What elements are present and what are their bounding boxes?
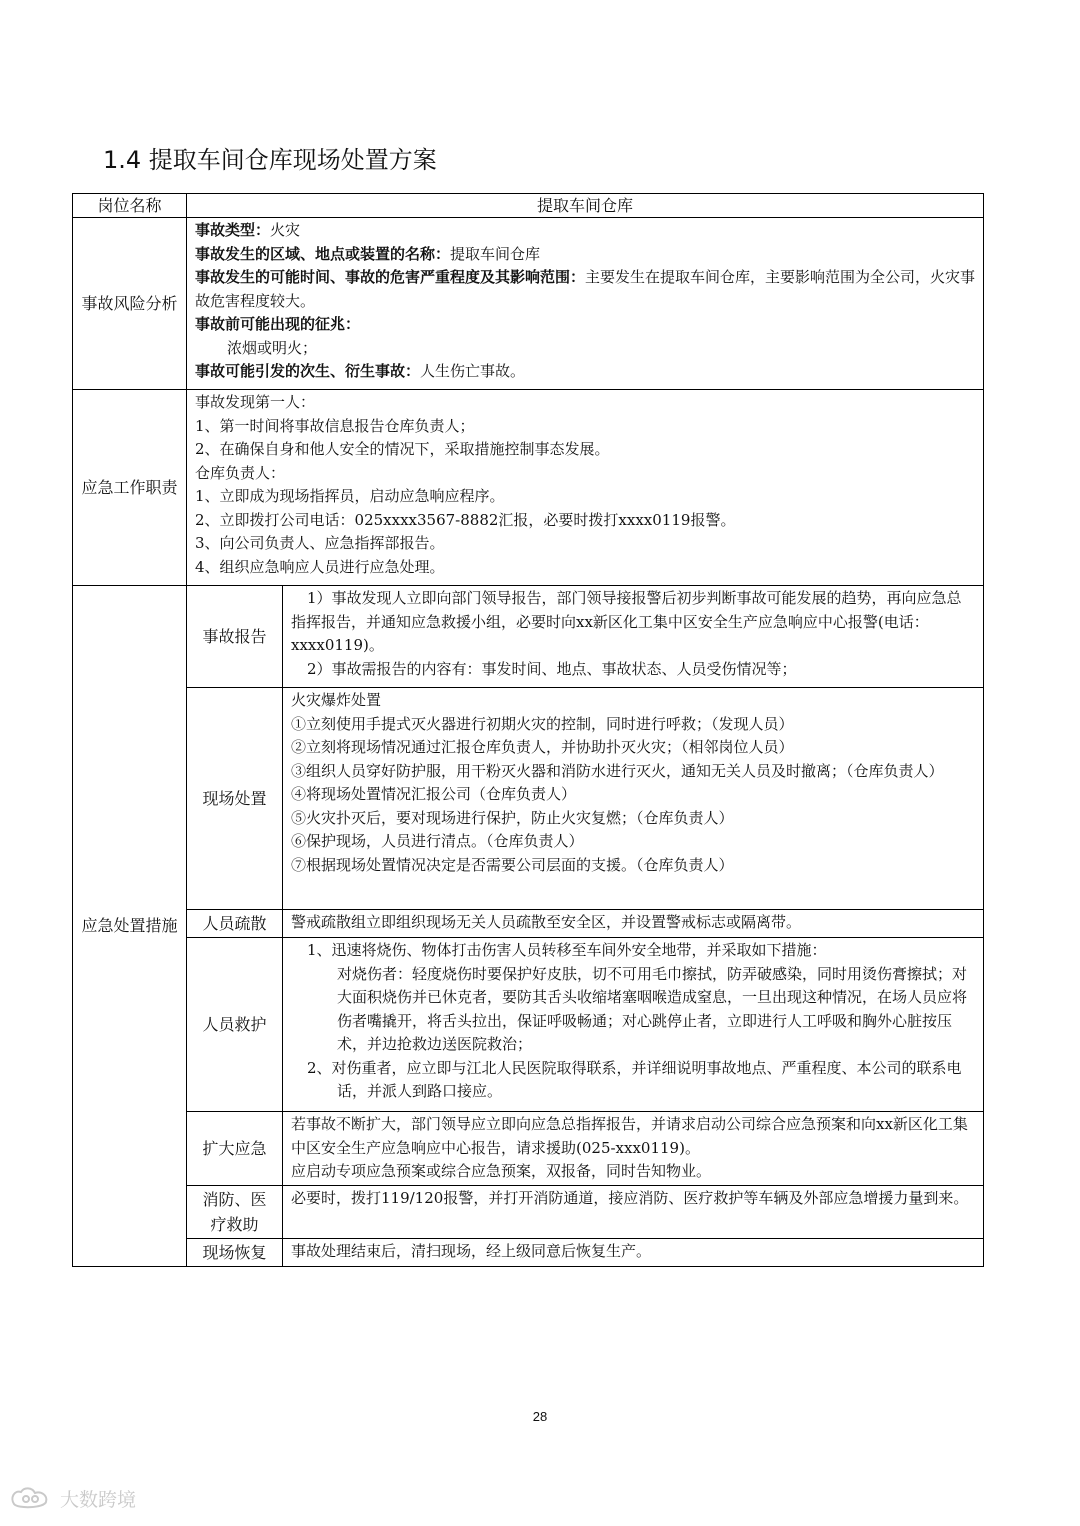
- report-content: [283, 586, 984, 688]
- duty-label: 应急工作职责: [73, 390, 187, 586]
- report-row: [73, 586, 984, 688]
- escalation-text: 若事故不断扩大，部门领导应立即向应急总指挥报告，并请求启动公司综合应急预案和向xx新区化工集中区安全生产应急响应中心报告，请求援助(025-xxx0119)。: [291, 1115, 968, 1157]
- secondary-value: 人生伤亡事故。: [420, 362, 526, 380]
- onsite-item: ⑤火灾扑灭后，要对现场进行保护，防止火灾复燃；（仓库负责人）: [291, 808, 734, 827]
- duty-line: 2、立即拨打公司电话：025xxxx3567-8882汇报，必要时拨打xxxx0119报警。: [195, 510, 736, 529]
- escalation-content: [283, 1112, 984, 1186]
- evacuation-row: [73, 910, 984, 938]
- onsite-item: ⑥保护现场，人员进行清点。（仓库负责人）: [291, 832, 584, 850]
- type-label: 事故类型：: [195, 221, 271, 239]
- duty-line: 1、立即成为现场指挥员，启动应急响应程序。: [195, 487, 505, 505]
- risk-content: [187, 218, 984, 390]
- onsite-item: ⑦根据现场处置情况决定是否需要公司层面的支援。（仓库负责人）: [291, 855, 734, 874]
- type-value: 火灾: [270, 221, 301, 239]
- page-title: 1.4 提取车间仓库现场处置方案: [103, 146, 437, 174]
- time-value: 主要发生在提取车间仓库，主要影响范围为全公司，火灾事故危害程度较大。: [195, 268, 976, 310]
- secondary-label: 事故可能引发的次生、衍生事故：: [195, 362, 421, 380]
- evacuation-label: 人员疏散: [187, 910, 283, 938]
- duty-line: 仓库负责人：: [195, 463, 286, 482]
- fire-medical-content: 必要时，拨打119/120报警，并打开消防通道，接应消防、医疗救护等车辆及外部应急增援力量到来。: [283, 1185, 984, 1238]
- response-plan-table: [72, 193, 984, 1267]
- onsite-item: ②立刻将现场情况通过汇报仓库负责人，并协助扑灭火灾；（相邻岗位人员）: [291, 738, 794, 756]
- duty-line: 2、在确保自身和他人安全的情况下，采取措施控制事态发展。: [195, 440, 610, 458]
- rescue-content: [283, 938, 984, 1112]
- onsite-label: 现场处置: [187, 688, 283, 910]
- watermark-text: 大数跨境: [60, 1488, 137, 1511]
- report-p2: 2）事故需报告的内容有：事发时间、地点、事故状态、人员受伤情况等；: [307, 659, 797, 678]
- area-label: 事故发生的区域、地点或装置的名称：: [195, 244, 451, 263]
- rescue-label: 人员救护: [187, 938, 283, 1112]
- signs-value: 浓烟或明火；: [227, 338, 318, 357]
- measures-label: 应急处置措施: [73, 586, 187, 1267]
- fire-medical-label: 消防、医疗救助: [187, 1185, 283, 1238]
- area-value: 提取车间仓库: [450, 244, 541, 263]
- onsite-item: ①立刻使用手提式灭火器进行初期火灾的控制，同时进行呼救；（发现人员）: [291, 714, 794, 733]
- onsite-content: [283, 688, 984, 910]
- time-label: 事故发生的可能时间、事故的危害严重程度及其影响范围：: [195, 268, 586, 286]
- signs-label: 事故前可能出现的征兆：: [195, 315, 361, 333]
- recovery-row: [73, 1238, 984, 1266]
- recovery-content: 事故处理结束后，清扫现场，经上级同意后恢复生产。: [283, 1238, 984, 1266]
- onsite-item: ④将现场处置情况汇报公司（仓库负责人）: [291, 785, 577, 803]
- duty-line: 事故发现第一人：: [195, 393, 316, 411]
- duty-line: 4、组织应急响应人员进行应急处理。: [195, 557, 445, 576]
- rescue-row: [73, 938, 984, 1112]
- header-value: 提取车间仓库: [187, 194, 984, 218]
- escalation-text-2: 应启动专项应急预案或综合应急预案，双报备，同时告知物业。: [291, 1162, 712, 1180]
- risk-row: [73, 218, 984, 390]
- rescue-item-1-detail: 对烧伤者：轻度烧伤时要保护好皮肤，切不可用毛巾擦拭，防弄破感染，同时用烫伤膏擦拭；对大面积烧伤并已休克者，要防其舌头收缩堵塞咽喉造成窒息，一旦出现这种情况，在场人员应将伤者嘴撬开，将舌头拉出，保证呼吸畅通；对心跳停止者，立即进行人工呼吸和胸外心脏按压术，并边抢救边送医院救治；: [337, 964, 968, 1053]
- rescue-item-1: 1、迅速将烧伤、物体打击伤害人员转移至车间外安全地带，并采取如下措施：: [307, 941, 827, 959]
- page-number: 28: [532, 1409, 548, 1424]
- header-label: 岗位名称: [73, 194, 187, 218]
- risk-label: 事故风险分析: [73, 218, 187, 390]
- onsite-item: ③组织人员穿好防护服，用干粉灭火器和消防水进行灭火，通知无关人员及时撤离；（仓库负责人）: [291, 761, 944, 780]
- duty-line: 1、第一时间将事故信息报告仓库负责人；: [195, 416, 475, 435]
- watermark: [8, 1483, 136, 1513]
- onsite-row: [73, 688, 984, 910]
- fire-medical-row: [73, 1185, 984, 1238]
- onsite-heading: 火灾爆炸处置: [291, 691, 382, 709]
- header-row: [73, 194, 984, 218]
- watermark-logo-icon: [8, 1484, 54, 1512]
- duty-row: [73, 390, 984, 586]
- recovery-label: 现场恢复: [187, 1238, 283, 1266]
- rescue-item-2: 2、对伤重者，应立即与江北人民医院取得联系，并详细说明事故地点、严重程度、本公司的联系电话，并派人到路口接应。: [307, 1058, 962, 1100]
- report-p1: 1）事故发现人立即向部门领导报告，部门领导接报警后初步判断事故可能发展的趋势，再向应急总指挥报告，并通知应急救援小组，必要时向xx新区化工集中区安全生产应急响应中心报警(电话：xxxx0119)。: [291, 589, 962, 654]
- escalation-label: 扩大应急: [187, 1112, 283, 1186]
- duty-line: 3、向公司负责人、应急指挥部报告。: [195, 534, 445, 552]
- evacuation-content: 警戒疏散组立即组织现场无关人员疏散至安全区，并设置警戒标志或隔离带。: [283, 910, 984, 938]
- duty-content: [187, 390, 984, 586]
- report-label: 事故报告: [187, 586, 283, 688]
- escalation-row: [73, 1112, 984, 1186]
